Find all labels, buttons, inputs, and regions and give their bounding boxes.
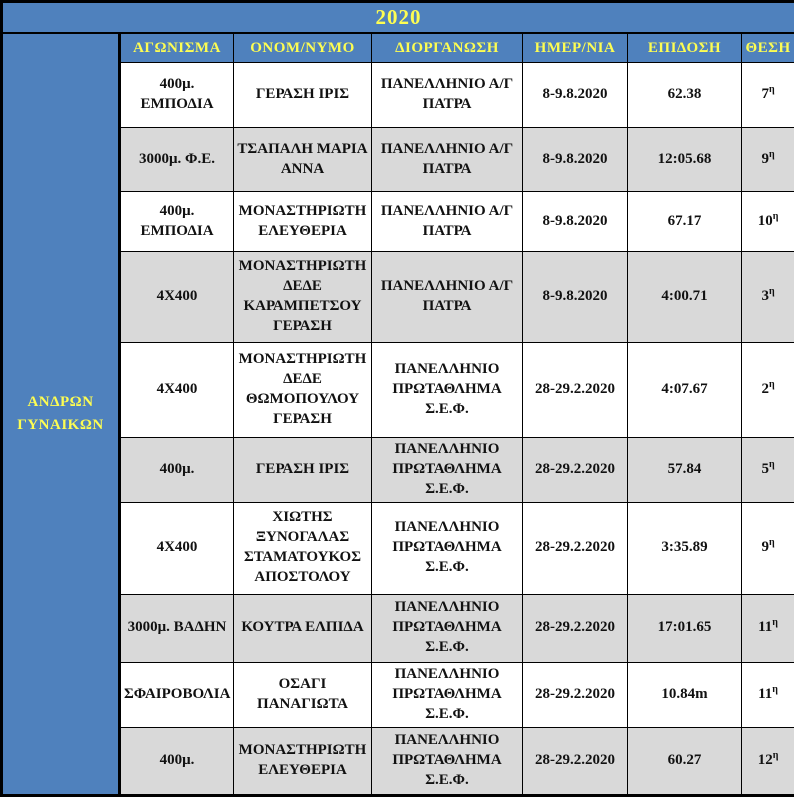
table-row xyxy=(2,502,794,594)
competition-cell: ΠΑΝΕΛΛΗΝΙΟ ΠΡΩΤΑΘΛΗΜΑ Σ.Ε.Φ. xyxy=(372,343,523,438)
date-cell: 28-29.2.2020 xyxy=(523,594,628,662)
performance-cell: 17:01.65 xyxy=(628,594,742,662)
column-header-date: ΗΜΕΡ/ΝΙΑ xyxy=(523,33,628,63)
place-cell xyxy=(742,502,794,594)
date-cell: 28-29.2.2020 xyxy=(523,502,628,594)
table-row xyxy=(2,727,794,795)
event-cell: 400μ. xyxy=(120,727,234,795)
event-cell: ΣΦΑΙΡΟΒΟΛΙΑ xyxy=(120,662,234,727)
column-header-performance: ΕΠΙΔΟΣΗ xyxy=(628,33,742,63)
performance-cell: 60.27 xyxy=(628,727,742,795)
place-cell xyxy=(742,343,794,438)
place-number: 11 xyxy=(758,686,772,702)
table-row xyxy=(2,343,794,438)
place-cell xyxy=(742,252,794,343)
table-row xyxy=(2,63,794,128)
competition-cell: ΠΑΝΕΛΛΗΝΙΟ ΠΡΩΤΑΘΛΗΜΑ Σ.Ε.Φ. xyxy=(372,727,523,795)
place-number: 11 xyxy=(758,619,772,635)
date-cell: 8-9.8.2020 xyxy=(523,128,628,192)
place-number: 3 xyxy=(761,288,769,304)
date-cell: 28-29.2.2020 xyxy=(523,438,628,503)
place-ordinal-suffix: η xyxy=(772,617,778,628)
event-cell: 4X400 xyxy=(120,343,234,438)
competition-cell: ΠΑΝΕΛΛΗΝΙΟ Α/Γ ΠΑΤΡΑ xyxy=(372,192,523,252)
place-ordinal-suffix: η xyxy=(773,211,779,222)
date-cell: 28-29.2.2020 xyxy=(523,662,628,727)
column-header-athlete: ΟΝΟΜ/ΝΥΜΟ xyxy=(234,33,372,63)
competition-cell: ΠΑΝΕΛΛΗΝΙΟ Α/Γ ΠΑΤΡΑ xyxy=(372,252,523,343)
table-row xyxy=(2,438,794,503)
event-cell: 3000μ. ΒΑΔΗΝ xyxy=(120,594,234,662)
date-cell: 28-29.2.2020 xyxy=(523,343,628,438)
competition-cell: ΠΑΝΕΛΛΗΝΙΟ Α/Γ ΠΑΤΡΑ xyxy=(372,63,523,128)
athlete-cell: ΜΟΝΑΣΤΗΡΙΩΤΗ ΔΕΔΕ ΘΩΜΟΠΟΥΛΟΥ ΓΕΡΑΣΗ xyxy=(234,343,372,438)
column-header-competition: ΔΙΟΡΓΑΝΩΣΗ xyxy=(372,33,523,63)
place-ordinal-suffix: η xyxy=(769,84,775,95)
place-ordinal-suffix: η xyxy=(769,379,775,390)
category-cell: ΑΝΔΡΩΝ ΓΥΝΑΙΚΩΝ xyxy=(2,33,120,795)
year-title: 2020 xyxy=(2,2,794,34)
table-row xyxy=(2,252,794,343)
date-cell: 8-9.8.2020 xyxy=(523,63,628,128)
athlete-cell: ΓΕΡΑΣΗ ΙΡΙΣ xyxy=(234,438,372,503)
table-row xyxy=(2,594,794,662)
place-cell xyxy=(742,594,794,662)
table-row xyxy=(2,662,794,727)
place-number: 9 xyxy=(761,539,769,555)
column-header-event: ΑΓΩΝΙΣΜΑ xyxy=(120,33,234,63)
title-row xyxy=(2,2,794,34)
place-number: 2 xyxy=(761,381,769,397)
column-header-place: ΘΕΣΗ xyxy=(742,33,794,63)
event-cell: 3000μ. Φ.Ε. xyxy=(120,128,234,192)
performance-cell: 4:07.67 xyxy=(628,343,742,438)
place-number: 5 xyxy=(761,461,769,477)
table-row xyxy=(2,128,794,192)
performance-cell: 12:05.68 xyxy=(628,128,742,192)
place-ordinal-suffix: η xyxy=(773,750,779,761)
athlete-cell: ΤΣΑΠΑΛΗ ΜΑΡΙΑ ΑΝΝΑ xyxy=(234,128,372,192)
competition-cell: ΠΑΝΕΛΛΗΝΙΟ ΠΡΩΤΑΘΛΗΜΑ Σ.Ε.Φ. xyxy=(372,662,523,727)
athlete-cell: ΚΟΥΤΡΑ ΕΛΠΙΔΑ xyxy=(234,594,372,662)
event-cell: 4X400 xyxy=(120,252,234,343)
date-cell: 28-29.2.2020 xyxy=(523,727,628,795)
competition-cell: ΠΑΝΕΛΛΗΝΙΟ Α/Γ ΠΑΤΡΑ xyxy=(372,128,523,192)
event-cell: 400μ. ΕΜΠΟΔΙΑ xyxy=(120,192,234,252)
performance-cell: 62.38 xyxy=(628,63,742,128)
place-cell xyxy=(742,128,794,192)
event-cell: 400μ. ΕΜΠΟΔΙΑ xyxy=(120,63,234,128)
place-cell xyxy=(742,63,794,128)
column-header-row xyxy=(2,33,794,63)
athlete-cell: ΧΙΩΤΗΣ ΞΥΝΟΓΑΛΑΣ ΣΤΑΜΑΤΟΥΚΟΣ ΑΠΟΣΤΟΛΟΥ xyxy=(234,502,372,594)
place-cell xyxy=(742,662,794,727)
performance-cell: 4:00.71 xyxy=(628,252,742,343)
performance-cell: 67.17 xyxy=(628,192,742,252)
event-cell: 400μ. xyxy=(120,438,234,503)
place-number: 12 xyxy=(758,752,773,768)
athlete-cell: ΜΟΝΑΣΤΗΡΙΩΤΗ ΔΕΔΕ ΚΑΡΑΜΠΕΤΣΟΥ ΓΕΡΑΣΗ xyxy=(234,252,372,343)
athlete-cell: ΟΣΑΓΙ ΠΑΝΑΓΙΩΤΑ xyxy=(234,662,372,727)
event-cell: 4X400 xyxy=(120,502,234,594)
place-number: 7 xyxy=(761,86,769,102)
place-cell xyxy=(742,727,794,795)
competition-cell: ΠΑΝΕΛΛΗΝΙΟ ΠΡΩΤΑΘΛΗΜΑ Σ.Ε.Φ. xyxy=(372,438,523,503)
place-number: 10 xyxy=(758,213,773,229)
place-ordinal-suffix: η xyxy=(772,684,778,695)
place-number: 9 xyxy=(761,151,769,167)
place-ordinal-suffix: η xyxy=(769,149,775,160)
competition-cell: ΠΑΝΕΛΛΗΝΙΟ ΠΡΩΤΑΘΛΗΜΑ Σ.Ε.Φ. xyxy=(372,594,523,662)
performance-cell: 10.84m xyxy=(628,662,742,727)
table-row xyxy=(2,192,794,252)
place-cell xyxy=(742,438,794,503)
place-cell xyxy=(742,192,794,252)
place-ordinal-suffix: η xyxy=(769,537,775,548)
athlete-cell: ΜΟΝΑΣΤΗΡΙΩΤΗ ΕΛΕΥΘΕΡΙΑ xyxy=(234,727,372,795)
athlete-cell: ΓΕΡΑΣΗ ΙΡΙΣ xyxy=(234,63,372,128)
performance-cell: 57.84 xyxy=(628,438,742,503)
place-ordinal-suffix: η xyxy=(769,459,775,470)
date-cell: 8-9.8.2020 xyxy=(523,192,628,252)
competition-cell: ΠΑΝΕΛΛΗΝΙΟ ΠΡΩΤΑΘΛΗΜΑ Σ.Ε.Φ. xyxy=(372,502,523,594)
date-cell: 8-9.8.2020 xyxy=(523,252,628,343)
athlete-cell: ΜΟΝΑΣΤΗΡΙΩΤΗ ΕΛΕΥΘΕΡΙΑ xyxy=(234,192,372,252)
place-ordinal-suffix: η xyxy=(769,286,775,297)
performance-cell: 3:35.89 xyxy=(628,502,742,594)
